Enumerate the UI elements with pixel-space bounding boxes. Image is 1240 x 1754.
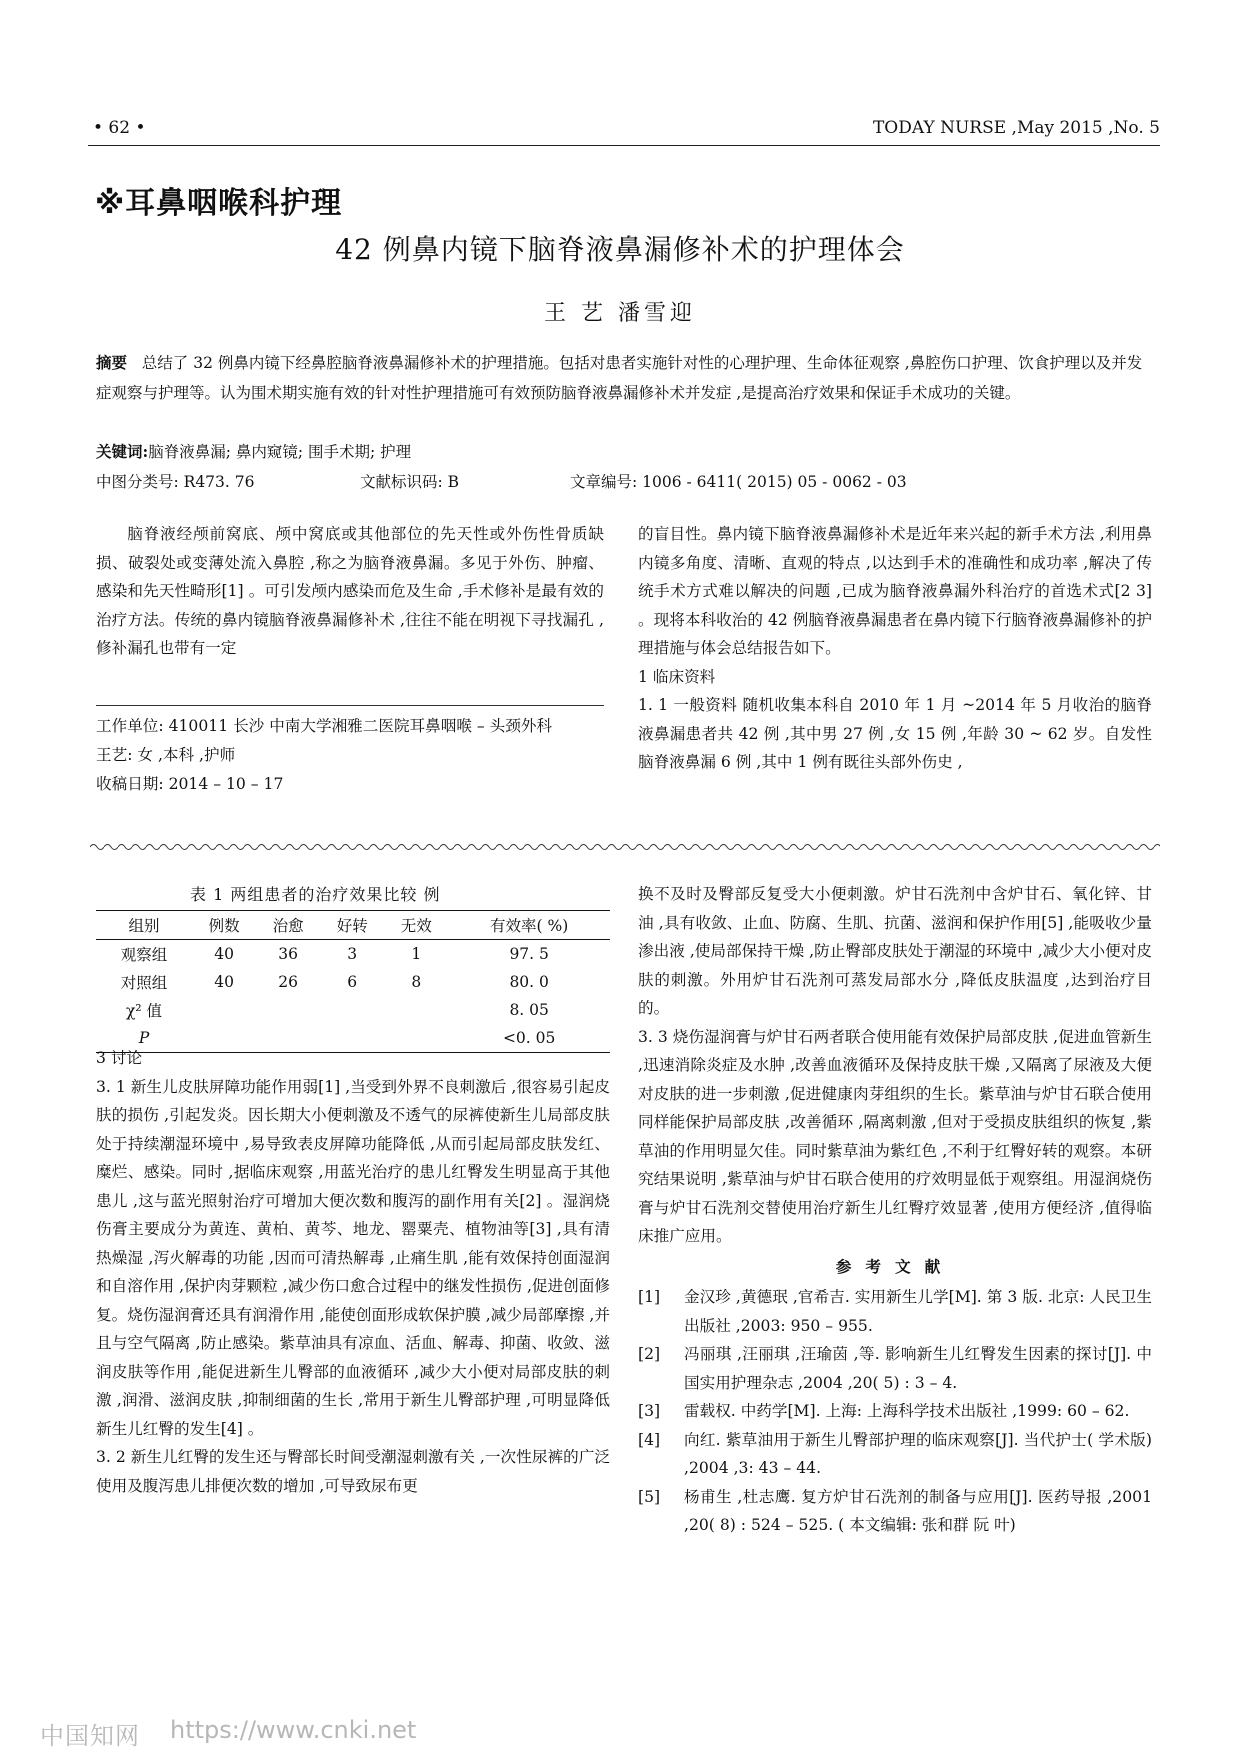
table-caption: 表 1 两组患者的治疗效果比较 例 xyxy=(190,885,441,904)
table-cell: 3 xyxy=(347,945,358,963)
received-date: 收稿日期: 2014 – 10 – 17 xyxy=(96,775,284,793)
reference-text: 雷载权. 中药学[M]. 上海: 上海科学技术出版社 ,1999: 60 – 62. xyxy=(684,1402,1130,1420)
table-cell: 26 xyxy=(278,973,299,991)
table-cell: 40 xyxy=(214,945,234,963)
reference-item xyxy=(638,1283,1152,1340)
intro-paragraph: 脑脊液经颅前窝底、颅中窝底或其他部位的先天性或外伤性骨质缺损、破裂处或变薄处流入鼻腔 ,称之为脑脊液鼻漏。多见于外伤、肿瘤、感染和先天性畸形[1] 。可引发颅内感染而危及生命 ,手术修补是最有效的治疗方法。传统的鼻内镜脑脊液鼻漏修补术 ,往往不能在明视下寻找漏孔 ,修补漏孔也带有一定 xyxy=(96,525,604,657)
table-header: 组别 xyxy=(96,911,192,940)
article-title: 42 例鼻内镜下脑脊液鼻漏修补术的护理体会 xyxy=(335,233,905,266)
reference-number: [4] xyxy=(638,1430,661,1449)
author-info: 王艺: 女 ,本科 ,护师 xyxy=(96,746,236,764)
table-cell: 6 xyxy=(347,973,358,991)
section-3-2: 3. 2 新生儿红臀的发生还与臀部长时间受潮湿刺激有关 ,一次性尿裤的广泛使用及腹泻患儿排便次数的增加 ,可导致尿布更 xyxy=(96,1448,610,1495)
table-header: 有效率( %) xyxy=(448,911,610,940)
section-title: ※耳鼻咽喉科护理 xyxy=(95,186,343,221)
reference-item xyxy=(638,1340,1152,1397)
abstract-text: 总结了 32 例鼻内镜下经鼻腔脑脊液鼻漏修补术的护理措施。包括对患者实施针对性的心理护理、生命体征观察 ,鼻腔伤口护理、饮食护理以及并发症观察与护理等。认为围术期实施有效的针对性护理措施可有效预防脑脊液鼻漏修补术并发症 ,是提高治疗效果和保证手术成功的关键。 xyxy=(96,354,1143,402)
keywords-text: 脑脊液鼻漏; 鼻内窥镜; 围手术期; 护理 xyxy=(148,443,412,461)
section-3-heading: 3 讨论 xyxy=(96,1049,143,1067)
header-rule xyxy=(88,145,1160,146)
reference-text: 杨甫生 ,杜志鹰. 复方炉甘石洗剂的制备与应用[J]. 医药导报 ,2001 ,20( 8) : 524 – 525. ( 本文编辑: 张和群 阮 叶) xyxy=(684,1487,1152,1534)
wavy-separator xyxy=(90,842,1160,852)
reference-number: [1] xyxy=(638,1288,661,1306)
reference-number: [2] xyxy=(638,1345,661,1363)
section-3-1: 3. 1 新生儿皮肤屏障功能作用弱[1] ,当受到外界不良刺激后 ,很容易引起皮肤的损伤 ,引起发炎。因长期大小便刺激及不透气的尿裤使新生儿局部皮肤处于持续潮湿环境中 ,易导致表皮屏障功能降低 ,从而引起局部皮肤发红、糜烂、感染。同时 ,据临床观察 ,用蓝光治疗的患儿红臀发生明显高于其他患儿 ,这与蓝光照射治疗可增加大便次数和腹泻的副作用有关[2] 。湿润烧伤膏主要成分为黄连、黄柏、黄芩、地龙、罂粟壳、植物油等[3] ,具有清热燥湿 ,泻火解毒的功能 ,因而可清热解毒 ,止痛生肌 ,能有效保持创面湿润和自溶作用 ,保护肉芽颗粒 ,减少伤口愈合过程中的继发性损伤 ,促进创面修复。烧伤湿润膏还具有润滑作用 ,能使创面形成软保护膜 ,减少局部摩擦 ,并且与空气隔离 ,防止感染。紫草油具有凉血、活血、解毒、抑菌、收敛、滋润皮肤等作用 ,能促进新生儿臀部的血液循环 ,减少大小便对局部皮肤的刺激 ,润滑、滋润皮肤 ,抑制细菌的生长 ,常用于新生儿臀部护理 ,可明显降低新生儿红臀的发生[4] 。 xyxy=(96,1077,610,1438)
table-header: 无效 xyxy=(384,911,448,940)
reference-item xyxy=(638,1397,1152,1426)
references-title: 参考文献 xyxy=(835,1256,955,1276)
table-cell: <0. 05 xyxy=(448,1024,610,1053)
doc-code: 文献标识码: B xyxy=(360,473,460,491)
work-unit: 工作单位: 410011 长沙 中南大学湘雅二医院耳鼻咽喉 – 头颈外科 xyxy=(96,717,553,735)
journal-info: TODAY NURSE ,May 2015 ,No. 5 xyxy=(872,118,1160,138)
discussion-continued: 换不及时及臀部反复受大小便刺激。炉甘石洗剂中含炉甘石、氧化锌、甘油 ,具有收敛、止血、防腐、生肌、抗菌、滋润和保护作用[5] ,能吸收少量渗出液 ,使局部保持干燥 ,防止臀部皮肤处于潮湿的环境中 ,减少大小便对皮肤的刺激。外用炉甘石洗剂可蒸发局部水分 ,降低皮肤温度 ,达到治疗目的。 xyxy=(638,885,1152,1017)
article-authors: 王 艺 潘雪迎 xyxy=(544,301,696,326)
discussion-right-column xyxy=(638,880,1152,1540)
table-cell xyxy=(192,996,256,1024)
table-header: 例数 xyxy=(192,911,256,940)
clc-number: 中图分类号: R473. 76 xyxy=(96,473,255,491)
abstract xyxy=(96,348,1156,408)
cnki-url[interactable]: https://www.cnki.net xyxy=(170,1716,417,1744)
table-cell xyxy=(320,996,384,1024)
reference-number: [5] xyxy=(638,1487,661,1506)
affiliation-block xyxy=(96,705,604,799)
table-cell: 对照组 xyxy=(120,974,168,992)
intro-left-column xyxy=(96,520,604,663)
table-cell: 36 xyxy=(278,945,299,963)
reference-item xyxy=(638,1483,1152,1540)
section-3-3: 3. 3 烧伤湿润膏与炉甘石两者联合使用能有效保护局部皮肤 ,促进血管新生 ,迅速消除炎症及水肿 ,改善血液循环及保持皮肤干燥 ,又隔离了尿液及大便对皮肤的进一步刺激 ,促进健康肉芽组织的生长。紫草油与炉甘石联合使用同样能保护局部皮肤 ,改善循环 ,隔离刺激 ,但对于受损皮肤组织的恢复 ,紫草油的作用明显欠佳。同时紫草油为紫红色 ,不利于红臀好转的观察。本研究结果说明 ,紫草油与炉甘石联合使用的疗效明显低于观察组。用湿润烧伤膏与炉甘石洗剂交替使用治疗新生儿红臀疗效显著 ,使用方便经济 ,值得临床推广应用。 xyxy=(638,1027,1152,1245)
table-cell: 80. 0 xyxy=(509,973,549,991)
section-1-heading: 1 临床资料 xyxy=(638,667,716,686)
table-row xyxy=(96,940,610,969)
table-cell xyxy=(256,996,320,1024)
reference-text: 金汉珍 ,黄德珉 ,官希吉. 实用新生儿学[M]. 第 3 版. 北京: 人民卫生出版社 ,2003: 950 – 955. xyxy=(684,1288,1152,1335)
table-cell: P xyxy=(96,1024,192,1053)
reference-text: 向红. 紫草油用于新生儿臀部护理的临床观察[J]. 当代护士( 学术版) ,2004 ,3: 43 – 44. xyxy=(684,1430,1152,1477)
table-cell: 8 xyxy=(411,973,422,991)
intro-right-column xyxy=(638,520,1152,777)
results-table xyxy=(96,910,610,1053)
discussion-left-column xyxy=(96,1044,610,1500)
page-number: • 62 • xyxy=(93,118,146,138)
reference-item xyxy=(638,1426,1152,1483)
abstract-label: 摘要 xyxy=(96,353,128,372)
table-cell xyxy=(384,996,448,1024)
keywords xyxy=(96,440,411,462)
section-1-1: 1. 1 一般资料 随机收集本科自 2010 年 1 月 ~2014 年 5 月收治的脑脊液鼻漏患者共 42 例 ,其中男 27 例 ,女 15 例 ,年龄 30 ~ 62 岁。自发性脑脊液鼻漏 6 例 ,其中 1 例有既往头部外伤史 , xyxy=(638,696,1152,771)
reference-text: 冯丽琪 ,汪丽琪 ,汪瑜茵 ,等. 影响新生儿红臀发生因素的探讨[J]. 中国实用护理杂志 ,2004 ,20( 5) : 3 – 4. xyxy=(684,1345,1152,1392)
table-cell: 97. 5 xyxy=(509,945,549,963)
article-number: 文章编号: 1006 - 6411( 2015) 05 - 0062 - 03 xyxy=(570,473,907,491)
table-cell: 8. 05 xyxy=(509,1001,549,1019)
intro-continued: 的盲目性。鼻内镜下脑脊液鼻漏修补术是近年来兴起的新手术方法 ,利用鼻内镜多角度、清晰、直观的特点 ,以达到手术的准确性和成功率 ,解决了传统手术方式难以解决的问题 ,已成为脑脊液鼻漏外科治疗的首选术式[2 3] 。现将本科收治的 42 例脑脊液鼻漏患者在鼻内镜下行脑脊液鼻漏修补的护理措施与体会总结报告如下。 xyxy=(638,525,1152,657)
table-cell: χ² 值 xyxy=(126,1002,163,1020)
keywords-label: 关键词: xyxy=(96,442,149,461)
table-cell: 观察组 xyxy=(120,946,168,964)
table-row xyxy=(96,996,610,1024)
table-header: 好转 xyxy=(320,911,384,940)
reference-number: [3] xyxy=(638,1402,661,1420)
table-row xyxy=(96,968,610,996)
table-cell: 1 xyxy=(411,945,422,963)
cnki-logo: 中国知网 xyxy=(40,1722,140,1750)
table-header: 治愈 xyxy=(256,911,320,940)
table-cell: 40 xyxy=(214,973,234,991)
